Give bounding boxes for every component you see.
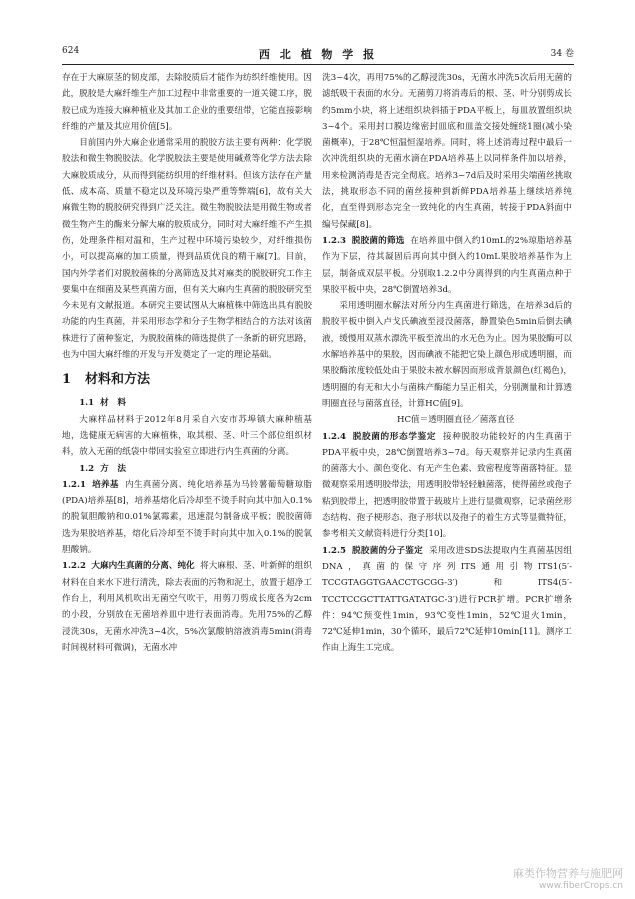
left-column — [62, 70, 312, 656]
site-watermark — [513, 865, 623, 891]
journal-title: 西 北 植 物 学 报 — [258, 48, 378, 61]
morphology-paragraph: 1.2.4 脱胶菌的形态学鉴定 接种脱胶功能较好的内生真菌于PDA平板中央，28℃倒置培养3~7d。每天观察并记录内生真菌的菌落大小、颜色变化、有无产生色素、致密程度等菌落特征。显微观察采用透明胶带法，用透明胶带轻轻触菌落，使得菌丝或孢子粘到胶带上，把透明胶带置于载玻片上进行显微观察，记录菌丝形态结构、孢子梗形态、孢子形状以及孢子的着生方式等显微特征，参考相关文献资料进行分类[10]。 — [322, 431, 572, 540]
medium-paragraph: 1.2.1 培养基 内生真菌分离、纯化培养基为马铃薯葡萄糖琼脂(PDA)培养基[8]，培养基熔化后冷却至不烫手时向其中加入0.1%的脱氧胆酸钠和0.01%氯霉素，迅速混匀制备成平板；脱胶菌筛选为果胶培养基，熔化后冷却至不烫手时向其中加入0.1%的脱氧胆酸钠。 — [62, 479, 312, 556]
section-title: 材料和方法 — [85, 372, 151, 388]
watermark-site-name: 麻类作物营养与施肥网 — [513, 867, 623, 880]
molecular-paragraph: 1.2.5 脱胶菌的分子鉴定 采用改进SDS法提取内生真菌基因组DNA，真菌的保守序列ITS通用引物ITS1(5′-TCCGTAGGTGAACCTGCGG-3′)和ITS4(5′-TCCTCCGCTTATTGATATGC-3′)进行PCR扩增。PCR扩增条件：94℃预变性1min，93℃变性1min，52℃退火1min，72℃延伸1min，30个循环，最后72℃延伸10min[11]。测序工作由上海生工完成。 — [322, 545, 572, 654]
section-number: 1 — [62, 372, 72, 388]
watermark-url: www.fiberCrops.cn — [539, 881, 623, 891]
running-header — [62, 46, 574, 62]
materials-paragraph: 大麻样品材料于2012年8月采自六安市苏埠镇大麻种植基地，选健康无病害的大麻植株，取其根、茎、叶三个部位组织材料，放入无菌的纸袋中带回实验室立即进行内生真菌的分离。 — [62, 414, 312, 458]
page-number: 624 — [62, 46, 80, 56]
section-heading — [62, 371, 312, 389]
subsubsection-heading: 1.2.3 — [322, 235, 346, 246]
hc-formula: HC值＝透明圈直径／菌落直径 — [396, 415, 515, 426]
right-column — [322, 70, 572, 657]
intro-paragraph: 目前国内外大麻企业通常采用的脱胶方法主要有两种：化学脱胶法和微生物脱胶法。化学脱胶法主要是使用碱煮等化学方法去除大麻胶质成分，从而得到能纺织用的纤维材料。但该方法存在产量低、成本高、质量不稳定以及环境污染严重等弊端[6]，故有关大麻微生物的脱胶研究得到广泛关注。微生物脱胶法是用微生物或者微生物产生的酶来分解大麻的胶质成分，同时对大麻纤维不产生损伤，处理条件相对温和，生产过程中环境污染较少，对纤维损伤小，可以提高麻的加工质量，得到品质优良的精干麻[7]。目前，国内外学者们对脱胶菌株的分离筛选及其对麻类的脱胶研究工作主要集中在细菌及某些真菌方面，但有关大麻内生真菌的脱胶研究至今未见有文献报道。本研究主要试图从大麻植株中筛选出具有脱胶功能的内生真菌，并采用形态学和分子生物学相结合的方法对该菌株进行了菌种鉴定，为脱胶菌株的筛选提供了一条新的研究思路，也为中国大麻纤维的开发与开发奠定了一定的理论基础。 — [62, 138, 312, 361]
isolation-continued-paragraph: 洗3~4次，再用75%的乙醇浸洗30s，无菌水冲洗5次后用无菌的滤纸吸干表面的水分。无菌剪刀将消毒后的根、茎、叶分别剪成长约5mm小块，将上述组织块斜插于PDA平板上，每皿放置组织块3~4个。采用封口膜边缘密封皿底和皿盖交接处缠绕1圈(减小染菌概率)，于28℃恒温恒湿培养。同时，将上述消毒过程中最后一次冲洗组织块的无菌水滴在PDA培养基上以同样条件加以培养，用来检测消毒是否完全彻底。培养3~7d后及时采用尖端菌丝挑取法，挑取形态不同的菌丝接种到新鲜PDA培养基上继续培养纯化，直至得到形态完全一致纯化的内生真菌，转接于PDA斜面中编号保藏[8]。 — [322, 73, 572, 230]
volume-number: 34 卷 — [550, 49, 574, 59]
subsubsection-heading: 1.2.2 — [62, 561, 86, 572]
subsection-heading-1-1: 1.1 材 料 — [79, 398, 126, 409]
screening-paragraph: 1.2.3 脱胶菌的筛选 在培养皿中倒入约10mL的2%琼脂培养基作为下层，待其凝固后再向其中倒入约10mL果胶培养基作为上层，制备成双层平板。分别取1.2.2中分离得到的内生真菌点种于果胶平板中央，28℃倒置培养3d。 — [322, 235, 572, 295]
subsection-heading-1-2: 1.2 方 法 — [79, 463, 126, 474]
clear-zone-paragraph: 采用透明圈水解法对所分内生真菌进行筛选，在培养3d后的脱胶平板中倒入卢戈氏碘液至浸没菌落，静置染色5min后倒去碘液，缓慢用双蒸水漂洗平板至流出的水无色为止。因为果胶酶可以水解培养基中的果胶，因而碘液不能把它染上颜色形成透明圈，而果胶酶浓度较低处由于果胶未被水解因而形成背景颜色(红褐色)，透明圈的有无和大小与菌株产酶能力呈正相关，分别测量和计算透明圈直径与菌落直径，计算HC值[9]。 — [322, 301, 572, 409]
subsubsection-heading: 1.2.4 — [322, 431, 346, 442]
header-rule — [62, 64, 574, 65]
subsubsection-heading: 1.2.5 — [322, 545, 346, 556]
isolation-paragraph: 1.2.2 大麻内生真菌的分离、纯化 将大麻根、茎、叶新鲜的组织材料在自来水下进行清洗，除去表面的污物和泥土，放置于超净工作台上，利用风机吹出无菌空气吹干，用剪刀剪成长度各为2cm的小段，分别放在无菌培养皿中进行表面消毒。先用75%的乙醇浸洗30s，无菌水冲洗3~4次，5%次氯酸钠溶液消毒5min(消毒时间视材料可微调)，无菌水冲 — [62, 561, 312, 653]
subsubsection-heading: 1.2.1 — [62, 479, 86, 490]
intro-continued-paragraph: 存在于大麻原茎的韧皮部，去除胶质后才能作为纺织纤维使用。因此，脱胶是大麻纤维生产加工过程中非常重要的一道关键工序，脱胶已成为连接大麻种植业及其加工企业的重要纽带，它能直接影响纤维的产量及其应用价值[5]。 — [62, 73, 312, 132]
